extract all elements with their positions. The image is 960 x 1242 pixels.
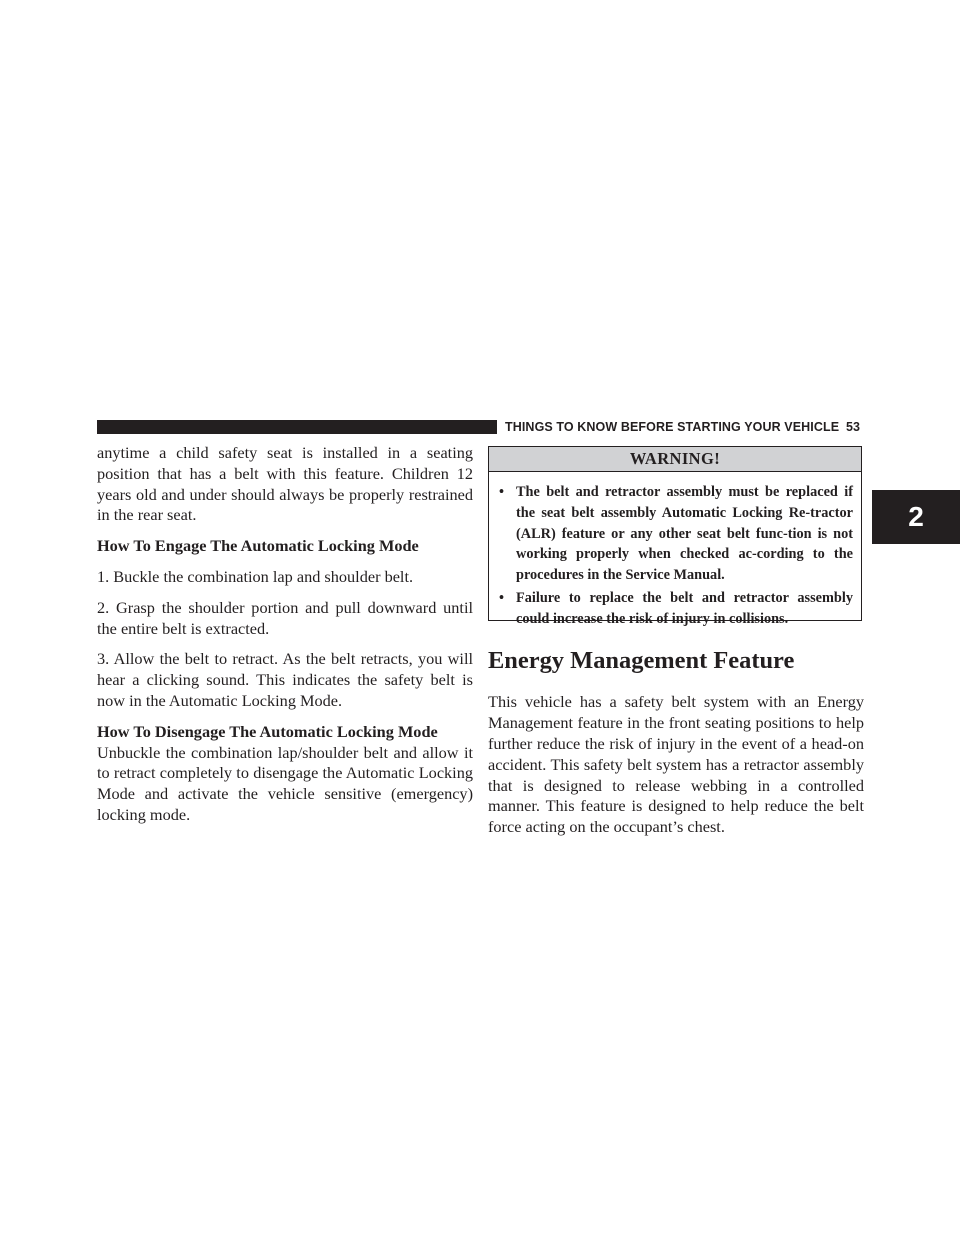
- left-column: [97, 443, 473, 826]
- warning-item-text: The belt and retractor assembly must be replaced if the seat belt assembly Automatic Locking Re-tractor (ALR) feature or any other seat belt func-tion is not working properly when checked ac-cording to the procedures in the Service Manual.: [516, 484, 853, 584]
- step-2: 2. Grasp the shoulder portion and pull downward until the entire belt is extracted.: [97, 597, 473, 638]
- step-1: 1. Buckle the combination lap and shoulder belt.: [97, 566, 414, 586]
- chapter-tab: 2: [872, 490, 960, 544]
- bullet-icon: •: [499, 589, 505, 606]
- engage-heading: How To Engage The Automatic Locking Mode: [97, 536, 419, 556]
- header-rule: [97, 420, 497, 434]
- step-3: 3. Allow the belt to retract. As the belt retracts, you will hear a clicking sound. This indicates the safety belt is now in the Automatic Locking Mode.: [97, 649, 473, 710]
- energy-heading: Energy Management Feature: [488, 647, 795, 675]
- warning-item-text: Failure to replace the belt and retractor assembly could increase the risk of injury in collisions.: [516, 589, 853, 627]
- energy-paragraph: This vehicle has a safety belt system with an Energy Management feature in the front seating positions to help further reduce the risk of injury in the event of a head-on accident. This safety belt system has a retractor assembly that is designed to release webbing in a controlled manner. This feature is designed to help reduce the belt force acting on the occupant’s chest.: [488, 692, 864, 837]
- warning-title: WARNING!: [489, 447, 861, 472]
- warning-box: [488, 446, 862, 627]
- warning-item: [499, 588, 853, 630]
- disengage-heading: How To Disengage The Automatic Locking Mode: [97, 721, 438, 741]
- running-header-title: THINGS TO KNOW BEFORE STARTING YOUR VEHICLE: [505, 420, 840, 434]
- bullet-icon: •: [499, 484, 505, 500]
- warning-list: [489, 472, 861, 630]
- intro-paragraph: anytime a child safety seat is installed in a seating position that has a belt with this feature. Children 12 years old and under should always be properly restrained in the rear seat.: [97, 443, 473, 525]
- page-number: 53: [846, 420, 860, 434]
- warning-item: [499, 482, 853, 586]
- disengage-paragraph: Unbuckle the combination lap/shoulder belt and allow it to retract completely to disengage the Automatic Locking Mode and activate the vehicle sensitive (emergency) locking mode.: [97, 742, 473, 824]
- energy-section: [488, 631, 864, 838]
